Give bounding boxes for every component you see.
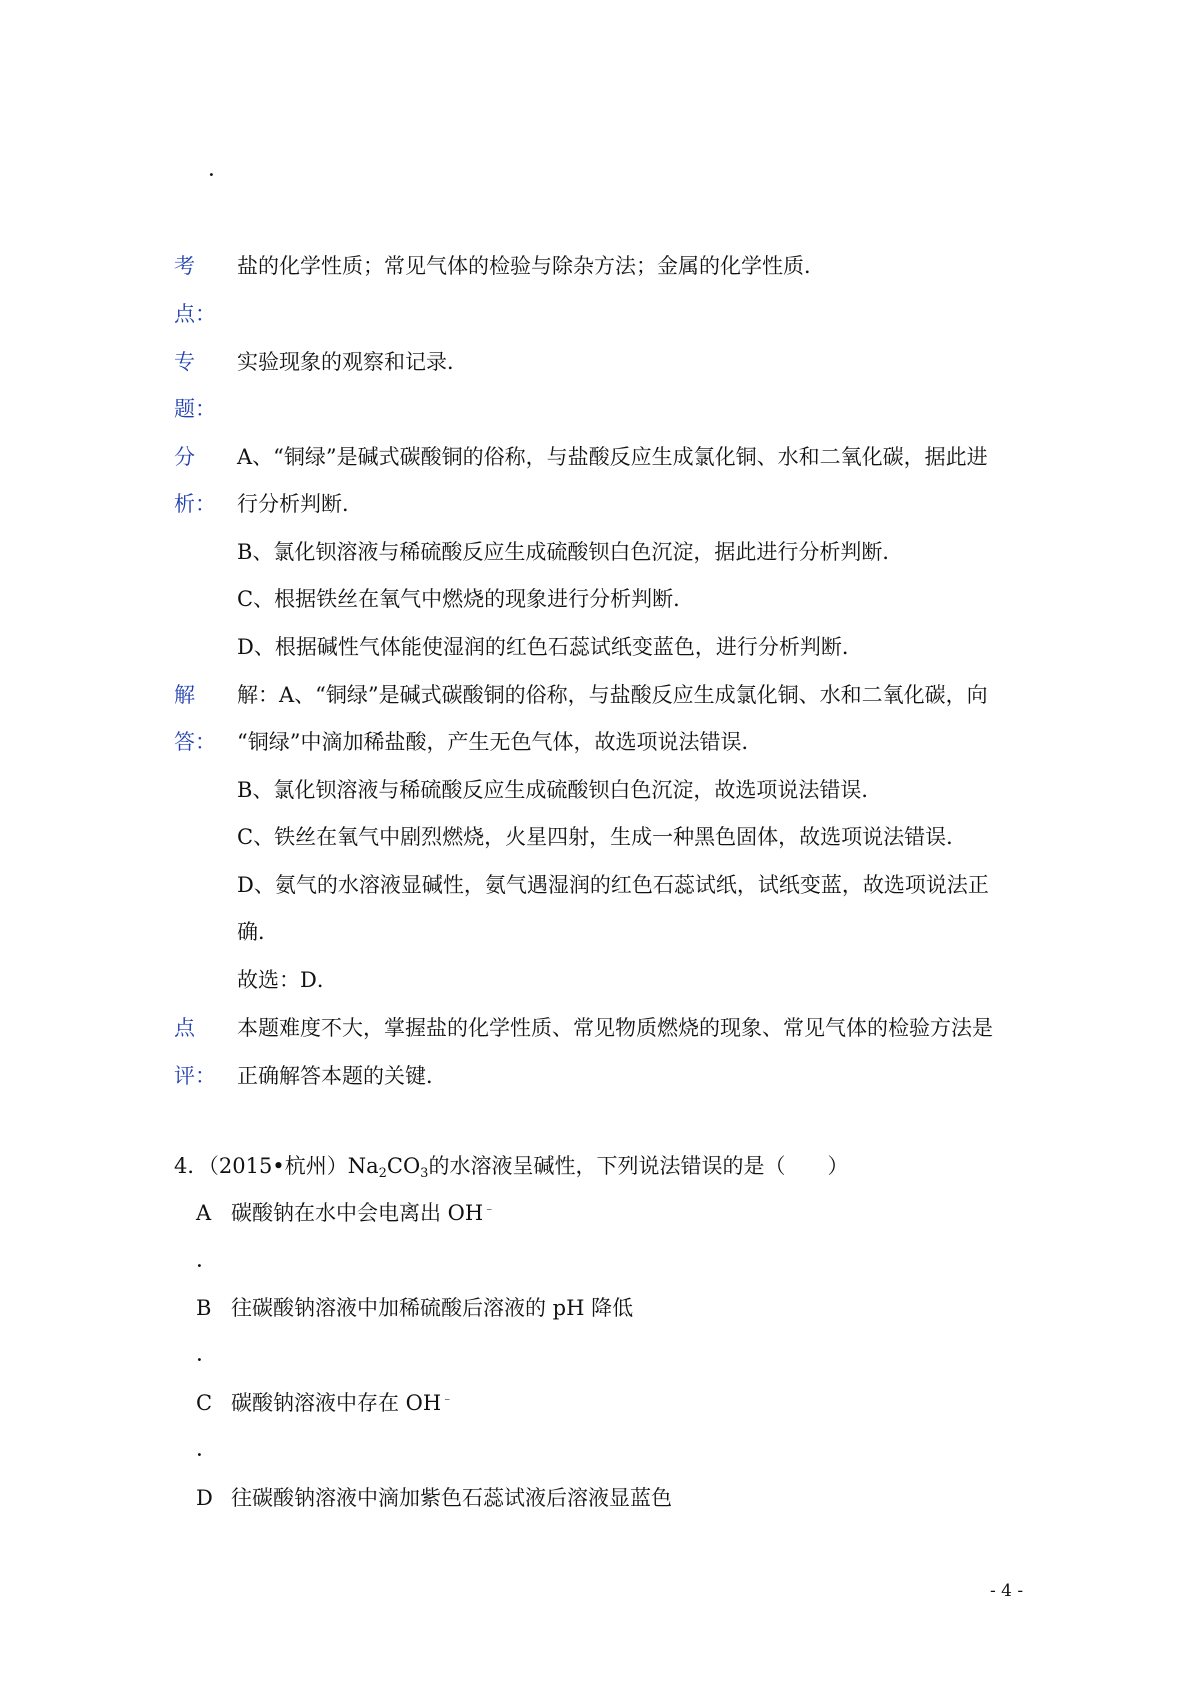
dianping-label-1: 点 <box>174 1016 195 1040</box>
jieda-line-3: B、氯化钡溶液与稀硫酸反应生成硫酸钡白色沉淀，故选项说法错误． <box>237 778 883 802</box>
fenxi-line-5: D、根据碱性气体能使湿润的红色石蕊试纸变蓝色，进行分析判断． <box>237 635 863 659</box>
option-c-sup: ﹣ <box>441 1391 454 1405</box>
option-a-text <box>231 1201 495 1225</box>
zhuanti-label-2: 题： <box>174 397 216 421</box>
kaodian-text: 盐的化学性质；常见气体的检验与除杂方法；金属的化学性质． <box>237 254 825 278</box>
option-c-text <box>231 1391 453 1415</box>
question-sub-2: 3 <box>420 1166 429 1181</box>
option-c-dot: ． <box>196 1437 219 1462</box>
option-a-letter: A <box>196 1201 212 1225</box>
fenxi-line-1: A、“铜绿”是碱式碳酸铜的俗称，与盐酸反应生成氯化铜、水和二氧化碳，据此进 <box>237 445 988 469</box>
option-a-body: 碳酸钠在水中会电离出 OH <box>231 1201 484 1225</box>
fenxi-label-2: 析： <box>174 492 216 516</box>
fenxi-label-1: 分 <box>174 445 195 469</box>
dianping-label-2: 评： <box>174 1064 216 1088</box>
jieda-label-1: 解 <box>174 683 195 707</box>
jieda-line-5: D、氨气的水溶液显碱性，氨气遇湿润的红色石蕊试纸，试纸变蓝，故选项说法正 <box>237 873 989 897</box>
jieda-line-7: 故选：D． <box>237 968 338 992</box>
question-suffix: 的水溶液呈碱性，下列说法错误的是（ ） <box>428 1154 849 1178</box>
page-number: - 4 - <box>990 1581 1024 1601</box>
kaodian-label-1: 考 <box>174 254 195 278</box>
option-a-dot: ． <box>196 1248 219 1273</box>
jieda-line-1: 解：A、“铜绿”是碱式碳酸铜的俗称，与盐酸反应生成氯化铜、水和二氧化碳，向 <box>237 683 988 707</box>
option-c-body: 碳酸钠溶液中存在 OH <box>231 1391 442 1415</box>
kaodian-label-2: 点： <box>174 302 216 326</box>
question-sub-1: 2 <box>378 1166 387 1181</box>
option-b-letter: B <box>196 1296 212 1320</box>
jieda-line-2: “铜绿”中滴加稀盐酸，产生无色气体，故选项说法错误． <box>237 730 763 754</box>
option-c-letter: C <box>196 1391 213 1415</box>
jieda-line-6: 确． <box>237 920 279 944</box>
top-dot: ． <box>208 157 231 182</box>
fenxi-line-2: 行分析判断． <box>237 492 363 516</box>
zhuanti-text: 实验现象的观察和记录． <box>237 350 468 374</box>
option-d-text: 往碳酸钠溶液中滴加紫色石蕊试液后溶液显蓝色 <box>231 1486 672 1510</box>
option-a-sup: ﹣ <box>483 1201 496 1215</box>
jieda-label-2: 答： <box>174 730 216 754</box>
zhuanti-label-1: 专 <box>174 350 195 374</box>
question-prefix: 4．（2015•杭州）Na <box>174 1154 379 1178</box>
option-d-letter: D <box>196 1486 213 1510</box>
question-4-stem <box>174 1154 849 1181</box>
dianping-line-1: 本题难度不大，掌握盐的化学性质、常见物质燃烧的现象、常见气体的检验方法是 <box>237 1016 993 1040</box>
fenxi-line-4: C、根据铁丝在氧气中燃烧的现象进行分析判断． <box>237 587 695 611</box>
jieda-line-4: C、铁丝在氧气中剧烈燃烧，火星四射，生成一种黑色固体，故选项说法错误． <box>237 825 968 849</box>
dianping-line-2: 正确解答本题的关键． <box>237 1064 447 1088</box>
option-b-dot: ． <box>196 1342 219 1367</box>
option-b-text: 往碳酸钠溶液中加稀硫酸后溶液的 pH 降低 <box>231 1296 634 1320</box>
fenxi-line-3: B、氯化钡溶液与稀硫酸反应生成硫酸钡白色沉淀，据此进行分析判断． <box>237 540 904 564</box>
question-mid: CO <box>386 1154 421 1178</box>
